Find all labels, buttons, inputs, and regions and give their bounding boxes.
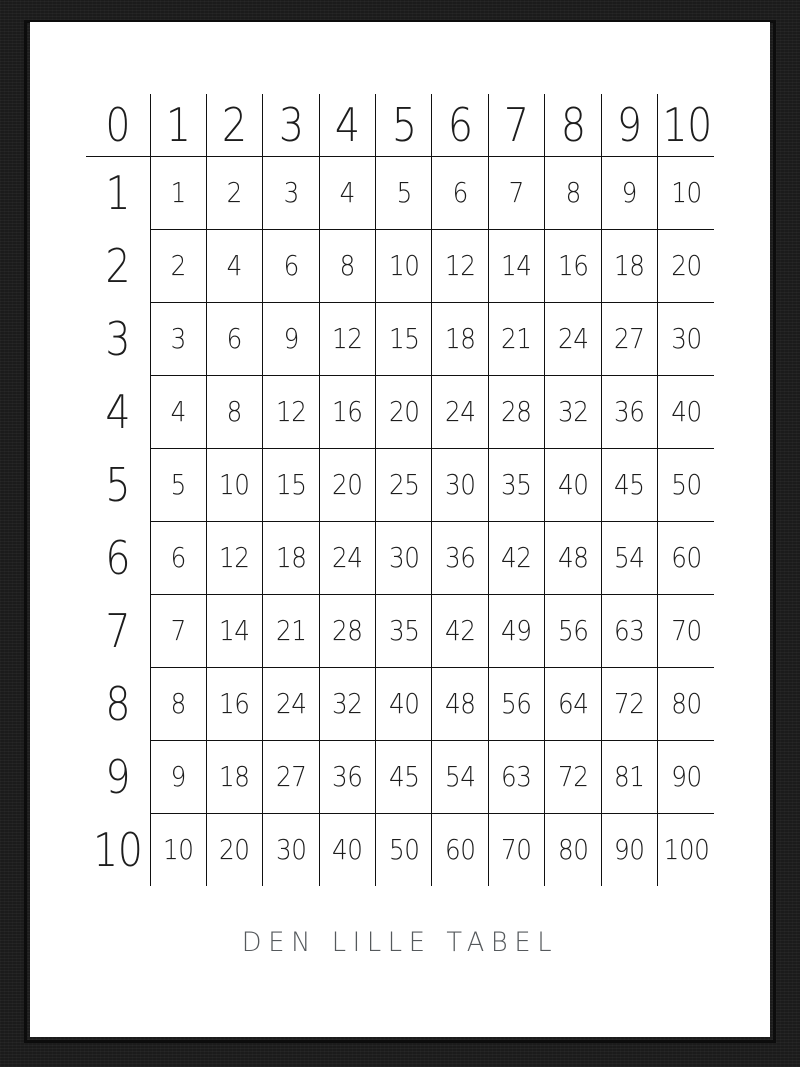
table-cell: 50 <box>661 449 711 522</box>
row-header: 3 <box>90 303 145 376</box>
multiplication-table <box>86 94 714 886</box>
table-cell: 27 <box>605 303 655 376</box>
row-header: 8 <box>90 668 145 741</box>
table-row <box>86 522 714 595</box>
row-header: 10 <box>90 814 145 887</box>
table-header-cell: 1 <box>154 94 202 157</box>
table-cell: 100 <box>663 833 709 866</box>
table-header-cell: 9 <box>605 94 653 157</box>
table-cell: 28 <box>323 595 373 668</box>
row-header: 6 <box>90 522 145 595</box>
table-header-cell: 4 <box>323 94 371 157</box>
table-cell: 6 <box>435 157 485 230</box>
table-cell: 50 <box>379 814 429 887</box>
table-row <box>86 157 714 230</box>
row-header: 2 <box>90 230 145 303</box>
table-cell: 36 <box>435 522 485 595</box>
table-cell: 30 <box>435 449 485 522</box>
table-cell: 5 <box>379 157 429 230</box>
table-cell: 18 <box>605 230 655 303</box>
table-cell: 56 <box>492 668 542 741</box>
table-cell: 15 <box>379 303 429 376</box>
table-row <box>86 376 714 449</box>
table-cell: 7 <box>153 595 203 668</box>
poster-sheet <box>30 22 770 1037</box>
table-cell: 12 <box>435 230 485 303</box>
table-cell: 6 <box>266 230 316 303</box>
table-cell: 35 <box>492 449 542 522</box>
table-header-cell: 3 <box>267 94 315 157</box>
table-cell: 1 <box>153 157 203 230</box>
table-cell: 10 <box>661 157 711 230</box>
table-cell: 10 <box>210 449 260 522</box>
table-row <box>86 303 714 376</box>
table-cell: 9 <box>605 157 655 230</box>
table-cell: 25 <box>379 449 429 522</box>
table-cell: 60 <box>435 814 485 887</box>
table-cell: 32 <box>323 668 373 741</box>
table-row <box>86 230 714 303</box>
table-row <box>86 595 714 668</box>
table-header-cell: 6 <box>436 94 484 157</box>
table-cell: 12 <box>210 522 260 595</box>
table-row <box>86 668 714 741</box>
table-cell: 90 <box>661 741 711 814</box>
table-cell: 10 <box>153 814 203 887</box>
table-cell: 16 <box>210 668 260 741</box>
table-cell: 6 <box>153 522 203 595</box>
table-cell: 80 <box>548 814 598 887</box>
table-cell: 2 <box>210 157 260 230</box>
table-cell: 42 <box>435 595 485 668</box>
table-cell: 40 <box>661 376 711 449</box>
row-header: 9 <box>90 741 145 814</box>
table-cell: 12 <box>266 376 316 449</box>
table-header-row <box>86 94 714 157</box>
table-cell: 8 <box>210 376 260 449</box>
table-cell: 45 <box>379 741 429 814</box>
table-header-cell: 7 <box>492 94 540 157</box>
table-cell: 40 <box>548 449 598 522</box>
table-cell: 20 <box>210 814 260 887</box>
table-cell: 24 <box>548 303 598 376</box>
row-header: 1 <box>90 157 145 230</box>
table-cell: 18 <box>266 522 316 595</box>
table-cell: 60 <box>661 522 711 595</box>
table-cell: 4 <box>323 157 373 230</box>
table-cell: 8 <box>548 157 598 230</box>
table-cell: 30 <box>661 303 711 376</box>
table-cell: 7 <box>492 157 542 230</box>
table-cell: 14 <box>210 595 260 668</box>
table-cell: 48 <box>435 668 485 741</box>
table-cell: 21 <box>492 303 542 376</box>
table-cell: 63 <box>492 741 542 814</box>
table-header-cell: 5 <box>380 94 428 157</box>
table-cell: 10 <box>379 230 429 303</box>
table-cell: 24 <box>323 522 373 595</box>
table-cell: 9 <box>266 303 316 376</box>
table-cell: 70 <box>661 595 711 668</box>
table-cell: 81 <box>605 741 655 814</box>
table-cell: 30 <box>379 522 429 595</box>
table-cell: 5 <box>153 449 203 522</box>
table-cell: 36 <box>605 376 655 449</box>
table-cell: 27 <box>266 741 316 814</box>
table-header-cell: 10 <box>661 94 710 157</box>
table-cell: 32 <box>548 376 598 449</box>
table-header-cell: 2 <box>210 94 258 157</box>
table-cell: 2 <box>153 230 203 303</box>
table-cell: 8 <box>323 230 373 303</box>
table-cell: 80 <box>661 668 711 741</box>
table-cell: 16 <box>323 376 373 449</box>
table-cell: 8 <box>153 668 203 741</box>
multiplication-table-container <box>86 94 714 886</box>
table-cell: 42 <box>492 522 542 595</box>
table-row <box>86 449 714 522</box>
table-cell: 54 <box>435 741 485 814</box>
table-cell: 20 <box>323 449 373 522</box>
table-cell: 45 <box>605 449 655 522</box>
table-cell: 35 <box>379 595 429 668</box>
table-cell: 20 <box>379 376 429 449</box>
table-cell: 90 <box>605 814 655 887</box>
row-header: 5 <box>90 449 145 522</box>
table-cell: 3 <box>153 303 203 376</box>
table-cell: 48 <box>548 522 598 595</box>
table-cell: 70 <box>492 814 542 887</box>
table-header-cell: 0 <box>90 94 145 157</box>
table-cell: 24 <box>266 668 316 741</box>
poster-caption: DEN LILLE TABEL <box>241 927 559 958</box>
table-cell: 28 <box>492 376 542 449</box>
table-cell: 6 <box>210 303 260 376</box>
table-row <box>86 814 714 887</box>
table-cell: 40 <box>379 668 429 741</box>
table-cell: 21 <box>266 595 316 668</box>
table-cell: 9 <box>153 741 203 814</box>
row-header: 7 <box>90 595 145 668</box>
table-cell: 24 <box>435 376 485 449</box>
table-cell: 64 <box>548 668 598 741</box>
table-header-cell: 8 <box>549 94 597 157</box>
table-cell: 4 <box>210 230 260 303</box>
table-cell: 14 <box>492 230 542 303</box>
table-cell: 72 <box>548 741 598 814</box>
table-cell: 12 <box>323 303 373 376</box>
table-cell: 18 <box>435 303 485 376</box>
table-cell: 36 <box>323 741 373 814</box>
table-cell: 30 <box>266 814 316 887</box>
table-cell: 18 <box>210 741 260 814</box>
table-cell: 56 <box>548 595 598 668</box>
table-cell: 20 <box>661 230 711 303</box>
table-cell: 40 <box>323 814 373 887</box>
table-row <box>86 741 714 814</box>
table-cell: 3 <box>266 157 316 230</box>
row-header: 4 <box>90 376 145 449</box>
table-cell: 15 <box>266 449 316 522</box>
table-cell: 49 <box>492 595 542 668</box>
table-cell: 4 <box>153 376 203 449</box>
table-cell: 63 <box>605 595 655 668</box>
table-cell: 72 <box>605 668 655 741</box>
table-cell: 16 <box>548 230 598 303</box>
table-cell: 54 <box>605 522 655 595</box>
